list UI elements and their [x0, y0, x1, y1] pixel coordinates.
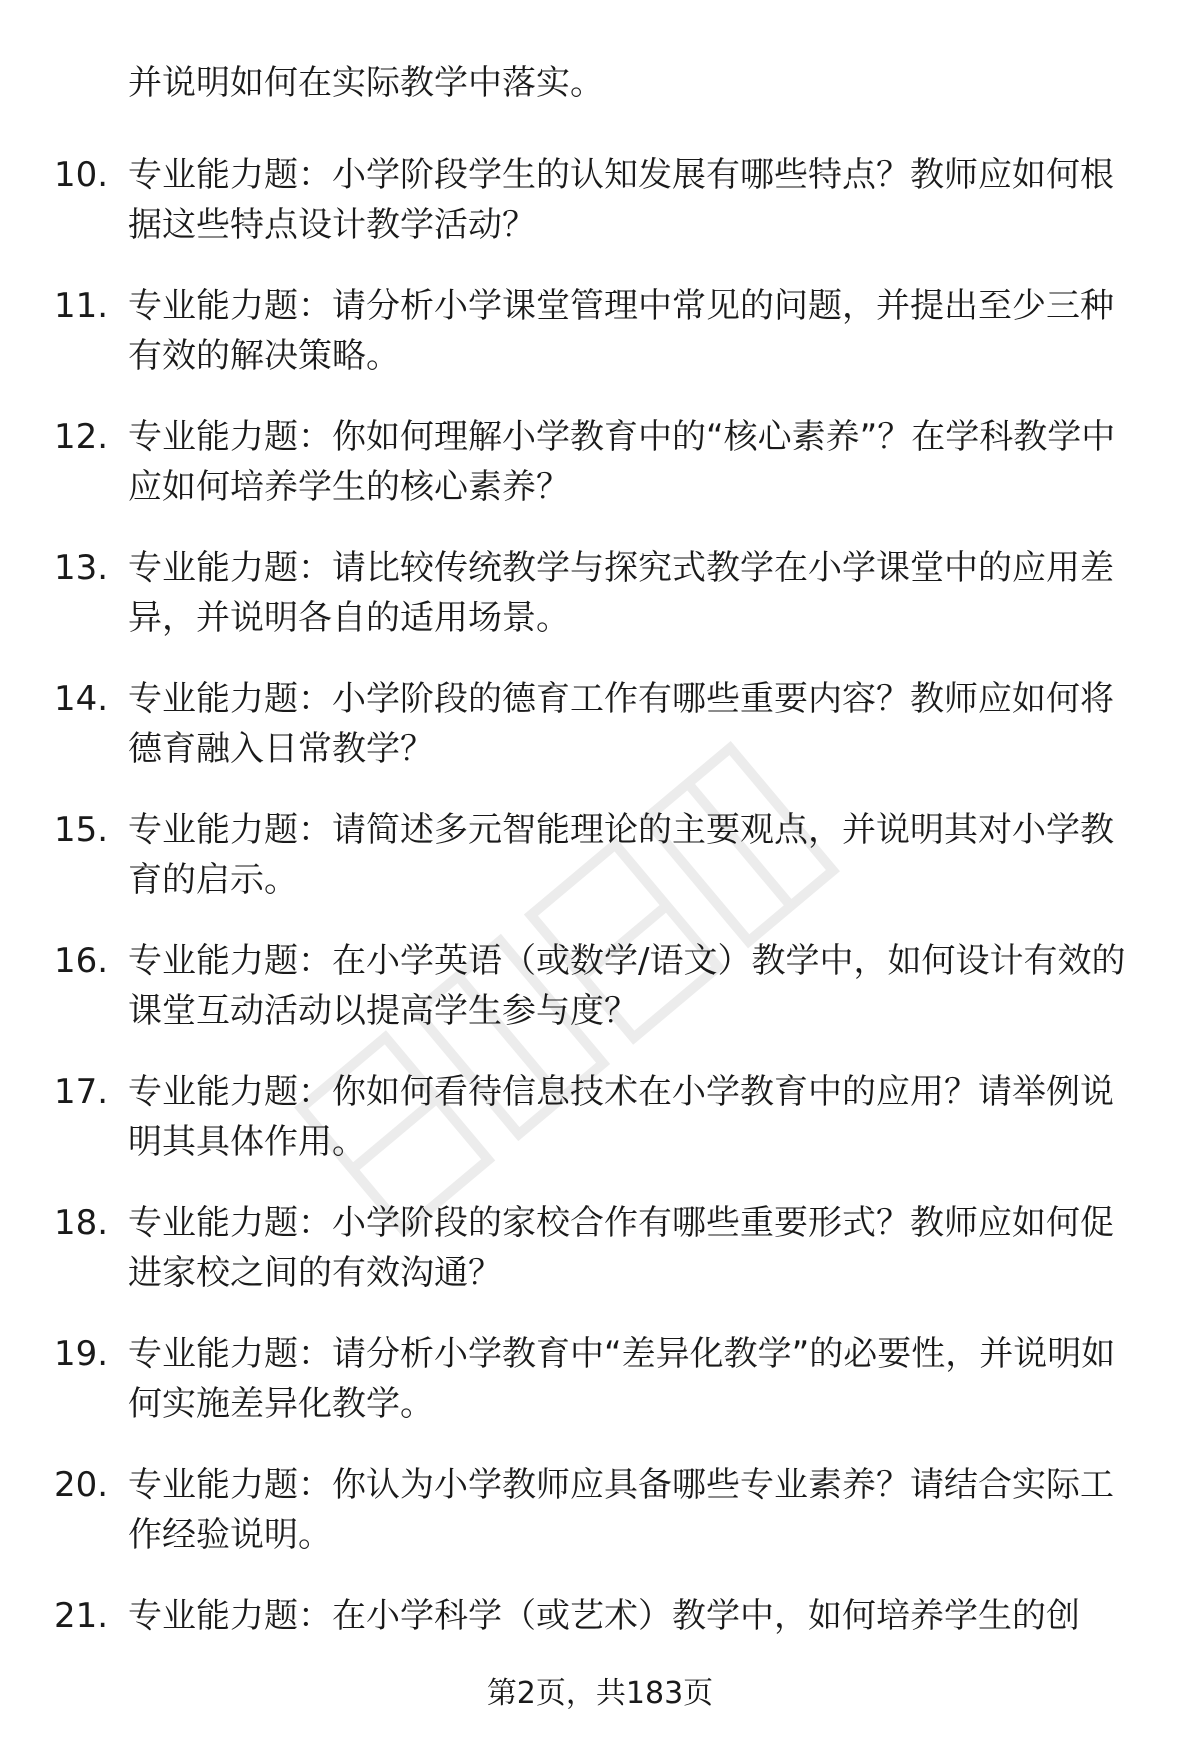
question-text: 专业能力题：小学阶段的德育工作有哪些重要内容？教师应如何将德育融入日常教学？	[128, 679, 1114, 769]
list-item	[0, 674, 1200, 805]
list-item	[0, 1329, 1200, 1460]
question-text: 专业能力题：在小学科学（或艺术）教学中，如何培养学生的创	[128, 1596, 1080, 1636]
question-text: 专业能力题：你认为小学教师应具备哪些专业素养？请结合实际工作经验说明。	[128, 1465, 1114, 1555]
list-item	[0, 281, 1200, 412]
list-item	[0, 543, 1200, 674]
page-footer: 第2页，共183页	[486, 1676, 714, 1711]
question-text: 专业能力题：小学阶段的家校合作有哪些重要形式？教师应如何促进家校之间的有效沟通？	[128, 1203, 1114, 1293]
question-text: 专业能力题：在小学英语（或数学/语文）教学中，如何设计有效的课堂互动活动以提高学生参与度？	[128, 941, 1126, 1031]
question-number: 10.	[54, 155, 109, 195]
question-number: 15.	[54, 810, 109, 850]
list-item	[0, 805, 1200, 936]
list-item	[0, 1460, 1200, 1591]
question-text: 专业能力题：请分析小学教育中“差异化教学”的必要性，并说明如何实施差异化教学。	[128, 1334, 1116, 1424]
list-item	[0, 1198, 1200, 1329]
question-number: 16.	[54, 941, 109, 981]
list-item	[0, 936, 1200, 1067]
question-number: 20.	[54, 1465, 109, 1505]
question-number: 12.	[54, 417, 109, 457]
question-text: 专业能力题：请简述多元智能理论的主要观点，并说明其对小学教育的启示。	[128, 810, 1114, 900]
intro-continuation-line: 并说明如何在实际教学中落实。	[128, 63, 604, 103]
question-text: 专业能力题：你如何看待信息技术在小学教育中的应用？请举例说明其具体作用。	[128, 1072, 1114, 1162]
question-number: 18.	[54, 1203, 109, 1243]
list-item	[0, 150, 1200, 281]
question-text: 专业能力题：请比较传统教学与探究式教学在小学课堂中的应用差异，并说明各自的适用场景。	[128, 548, 1114, 638]
question-number: 13.	[54, 548, 109, 588]
question-number: 11.	[54, 286, 109, 326]
question-number: 19.	[54, 1334, 109, 1374]
question-number: 21.	[54, 1596, 109, 1636]
list-item	[0, 412, 1200, 543]
question-list	[0, 150, 1200, 1722]
question-number: 17.	[54, 1072, 109, 1112]
list-item	[0, 1067, 1200, 1198]
question-text: 专业能力题：小学阶段学生的认知发展有哪些特点？教师应如何根据这些特点设计教学活动？	[128, 155, 1114, 245]
question-text: 专业能力题：你如何理解小学教育中的“核心素养”？在学科教学中应如何培养学生的核心素养？	[128, 417, 1116, 507]
question-number: 14.	[54, 679, 109, 719]
question-text: 专业能力题：请分析小学课堂管理中常见的问题，并提出至少三种有效的解决策略。	[128, 286, 1114, 376]
